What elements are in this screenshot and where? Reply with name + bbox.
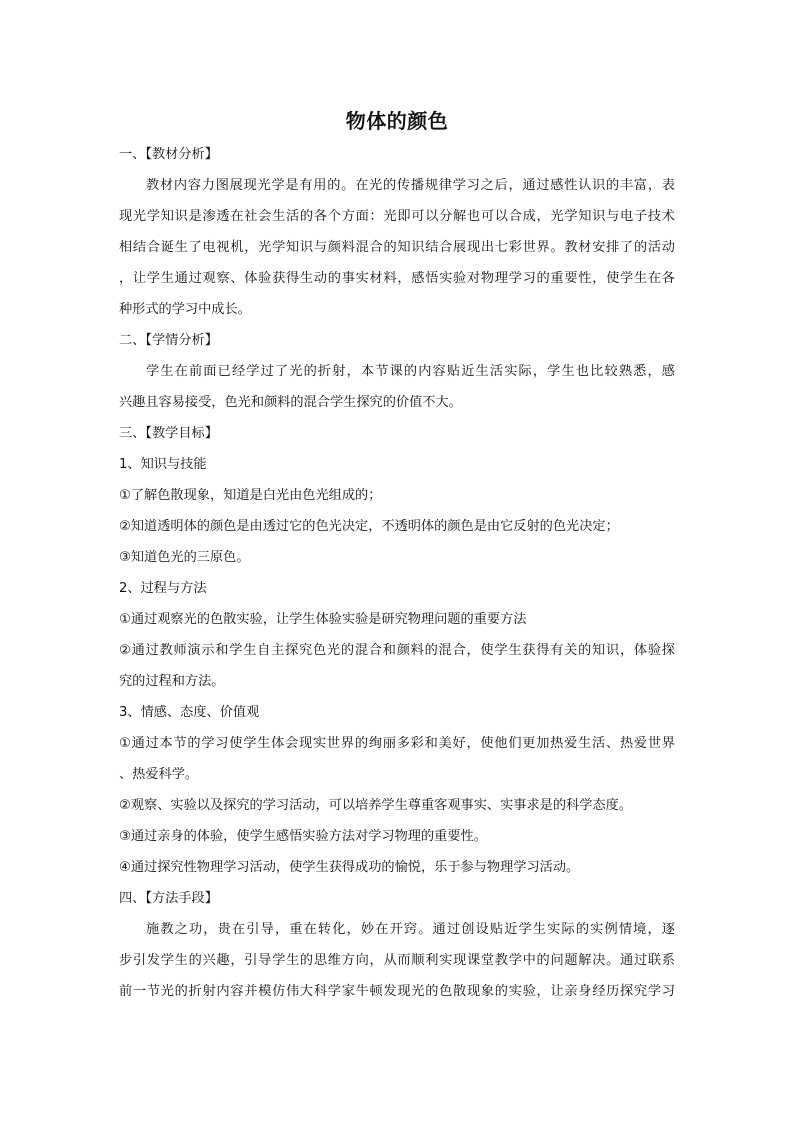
document-title: 物体的颜色: [345, 109, 449, 133]
text-line: 现光学知识是渗透在社会生活的各个方面：光即可以分解也可以合成，光学知识与电子技术: [119, 209, 675, 224]
text-line: 1、知识与技能: [119, 457, 207, 472]
text-line: 步引发学生的兴趣，引导学生的思维方向，从而顺利实现课堂教学中的问题解决。通过联系: [119, 953, 675, 968]
text-line: 二、【学情分析】: [119, 333, 218, 348]
text-line: 前一节光的折射内容并模仿伟大科学家牛顿发现光的色散现象的实验，让亲身经历探究学习: [119, 984, 675, 999]
text-line: 三、【教学目标】: [119, 426, 218, 441]
text-line: 教材内容力图展现光学是有用的。在光的传播规律学习之后，通过感性认识的丰富，表: [146, 178, 675, 193]
text-line: ②观察、实验以及探究的学习活动，可以培养学生尊重客观事实、实事求是的科学态度。: [119, 798, 632, 813]
text-line: 究的过程和方法。: [119, 674, 225, 689]
text-line: 相结合诞生了电视机，光学知识与颜料混合的知识结合展现出七彩世界。教材安排了的活动: [119, 240, 675, 255]
text-line: ②通过教师演示和学生自主探究色光的混合和颜料的混合，使学生获得有关的知识，体验探: [119, 643, 675, 658]
text-line: 3、情感、态度、价值观: [119, 705, 260, 720]
text-line: 施教之功，贵在引导，重在转化，妙在开窍。通过创设贴近学生实际的实例情境，逐: [146, 922, 675, 937]
text-line: 2、过程与方法: [119, 581, 207, 596]
text-line: ，让学生通过观察、体验获得生动的事实材料，感悟实验对物理学习的重要性，使学生在各: [119, 271, 675, 286]
text-line: ②知道透明体的颜色是由透过它的色光决定，不透明体的颜色是由它反射的色光决定；: [119, 519, 619, 534]
text-line: ①通过本节的学习使学生体会现实世界的绚丽多彩和美好，使他们更加热爱生活、热爱世界: [119, 736, 675, 751]
text-line: ④通过探究性物理学习活动，使学生获得成功的愉悦，乐于参与物理学习活动。: [119, 860, 580, 875]
text-line: 、热爱科学。: [119, 767, 199, 782]
text-line: 一、【教材分析】: [119, 147, 218, 162]
text-line: ③通过亲身的体验，使学生感悟实验方法对学习物理的重要性。: [119, 829, 487, 844]
text-line: ①通过观察光的色散实验，让学生体验实验是研究物理问题的重要方法: [119, 612, 527, 627]
text-line: ③知道色光的三原色。: [119, 550, 250, 565]
text-line: 学生在前面已经学过了光的折射，本节课的内容贴近生活实际，学生也比较熟悉，感: [146, 364, 675, 379]
text-line: 兴趣且容易接受，色光和颜料的混合学生探究的价值不大。: [119, 395, 462, 410]
text-line: 四、【方法手段】: [119, 891, 218, 906]
document-body: [119, 139, 675, 1007]
text-line: 种形式的学习中成长。: [119, 302, 251, 317]
text-line: ①了解色散现象，知道是白光由色光组成的；: [119, 488, 382, 503]
